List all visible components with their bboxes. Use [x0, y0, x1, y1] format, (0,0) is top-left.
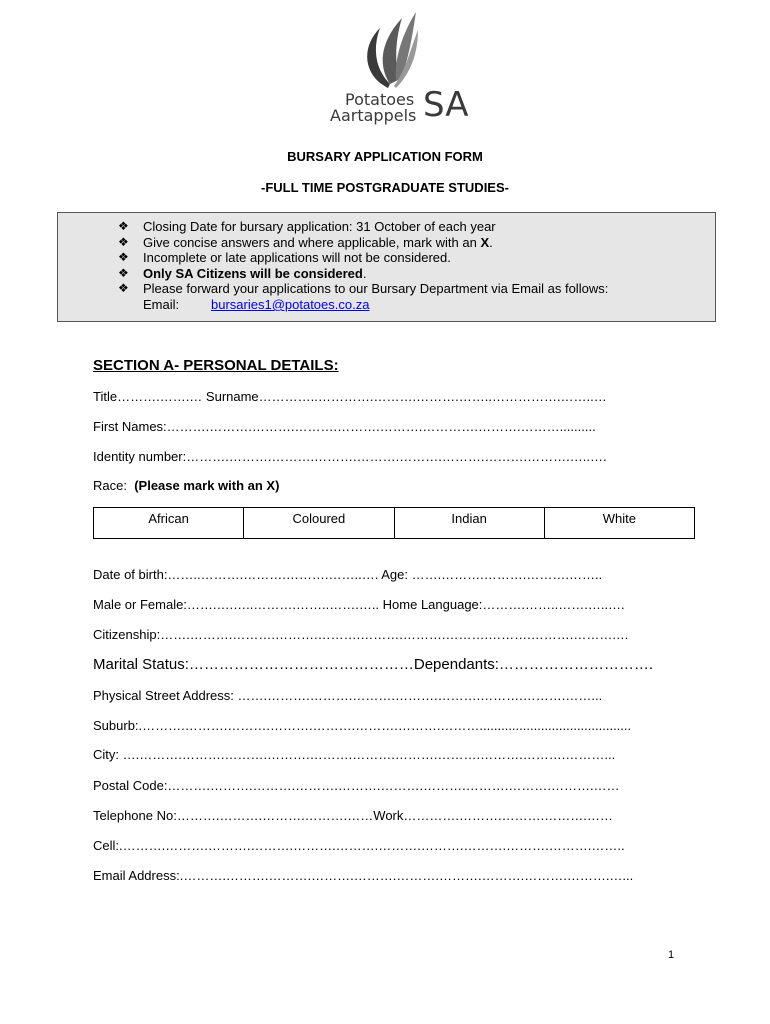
citizenship-field[interactable]: Citizenship:…….……….……….……….……….……….……….……….……….……….……….…: [93, 627, 629, 642]
race-label: Race:: [93, 478, 127, 493]
physical-address-field[interactable]: Physical Street Address: …….……….……….……….……….……….……….……….……...: [93, 688, 603, 703]
gender-language-field[interactable]: Male or Female:…….….…..……….……..…….….. Home Language:……….……..…….…..….: [93, 597, 625, 612]
contact-email-line: [118, 297, 369, 313]
city-field[interactable]: City: ….……….……….……….……….……….……….……….……….……….……….………...: [93, 747, 616, 762]
cell-field[interactable]: Cell:.……….……….……….……….……….……….……….……….……….……….……….……..: [93, 838, 625, 853]
email-address-field[interactable]: Email Address:.……….……….……….……….……….……….……….……….……….……….…...: [93, 868, 634, 883]
race-option-white[interactable]: White: [544, 508, 694, 539]
logo-word-sa: SA: [423, 85, 469, 125]
diamond-bullet-icon: ❖: [118, 265, 129, 280]
instruction-item: ❖ Incomplete or late applications will not be considered.: [118, 250, 451, 265]
form-title: BURSARY APPLICATION FORM: [287, 149, 483, 164]
telephone-work-field[interactable]: Telephone No:……….……….……….……….……Work………….……….……….……….……: [93, 808, 613, 823]
form-subtitle: -FULL TIME POSTGRADUATE STUDIES-: [261, 180, 509, 195]
instruction-item: ❖ Give concise answers and where applicable, mark with an X.: [118, 234, 493, 250]
diamond-bullet-icon: ❖: [118, 281, 129, 295]
first-names-field[interactable]: First Names:……….……….……….……….……….……….………….……….………..........: [93, 419, 596, 434]
page-number: 1: [668, 949, 675, 961]
identity-number-field[interactable]: Identity number:……….……….……….……….……….……….……….……….……….…..….: [93, 449, 607, 464]
instruction-item: ❖ Closing Date for bursary application: 31 October of each year: [118, 219, 496, 234]
section-a-heading: SECTION A- PERSONAL DETAILS:: [93, 357, 339, 374]
email-label: Email:: [143, 297, 180, 312]
potatoes-sa-logo: [328, 10, 469, 125]
suburb-field[interactable]: Suburb:.……….……….……….……….……….……….……….………..........................................: [93, 718, 632, 733]
instructions-list: [118, 219, 608, 297]
dob-age-field[interactable]: Date of birth:……..……….……….……….……..…. Age: …….……….……….……….……..: [93, 567, 603, 582]
marital-dependants-field[interactable]: Marital Status:………………………………………Dependants:………………………….: [93, 656, 654, 673]
instruction-item: ❖ Only SA Citizens will be considered.: [118, 265, 367, 281]
diamond-bullet-icon: ❖: [118, 234, 129, 249]
diamond-bullet-icon: ❖: [118, 250, 129, 264]
race-option-indian[interactable]: Indian: [394, 508, 544, 539]
postal-code-field[interactable]: Postal Code:……….……….……….……….……….……….……….……….……….……….……: [93, 778, 620, 793]
race-instruction: (Please mark with an X): [134, 478, 280, 493]
race-option-coloured[interactable]: Coloured: [244, 508, 394, 539]
instructions-box: [57, 212, 716, 322]
logo-word-aartappels: Aartappels: [330, 106, 417, 125]
race-label-line: [93, 478, 279, 493]
title-surname-field[interactable]: Title……….…….… Surname…………..………….……….……….……..…………….……..…: [93, 389, 607, 404]
race-options-table: [93, 507, 695, 539]
potato-plant-logo-icon: [358, 10, 420, 90]
instruction-item: ❖ Please forward your applications to our Bursary Department via Email as follows:: [118, 281, 609, 296]
bursary-email-link[interactable]: bursaries1@potatoes.co.za: [211, 297, 370, 312]
diamond-bullet-icon: ❖: [118, 219, 129, 233]
race-option-african[interactable]: African: [94, 508, 244, 539]
logo-word-potatoes: Potatoes: [345, 90, 415, 109]
